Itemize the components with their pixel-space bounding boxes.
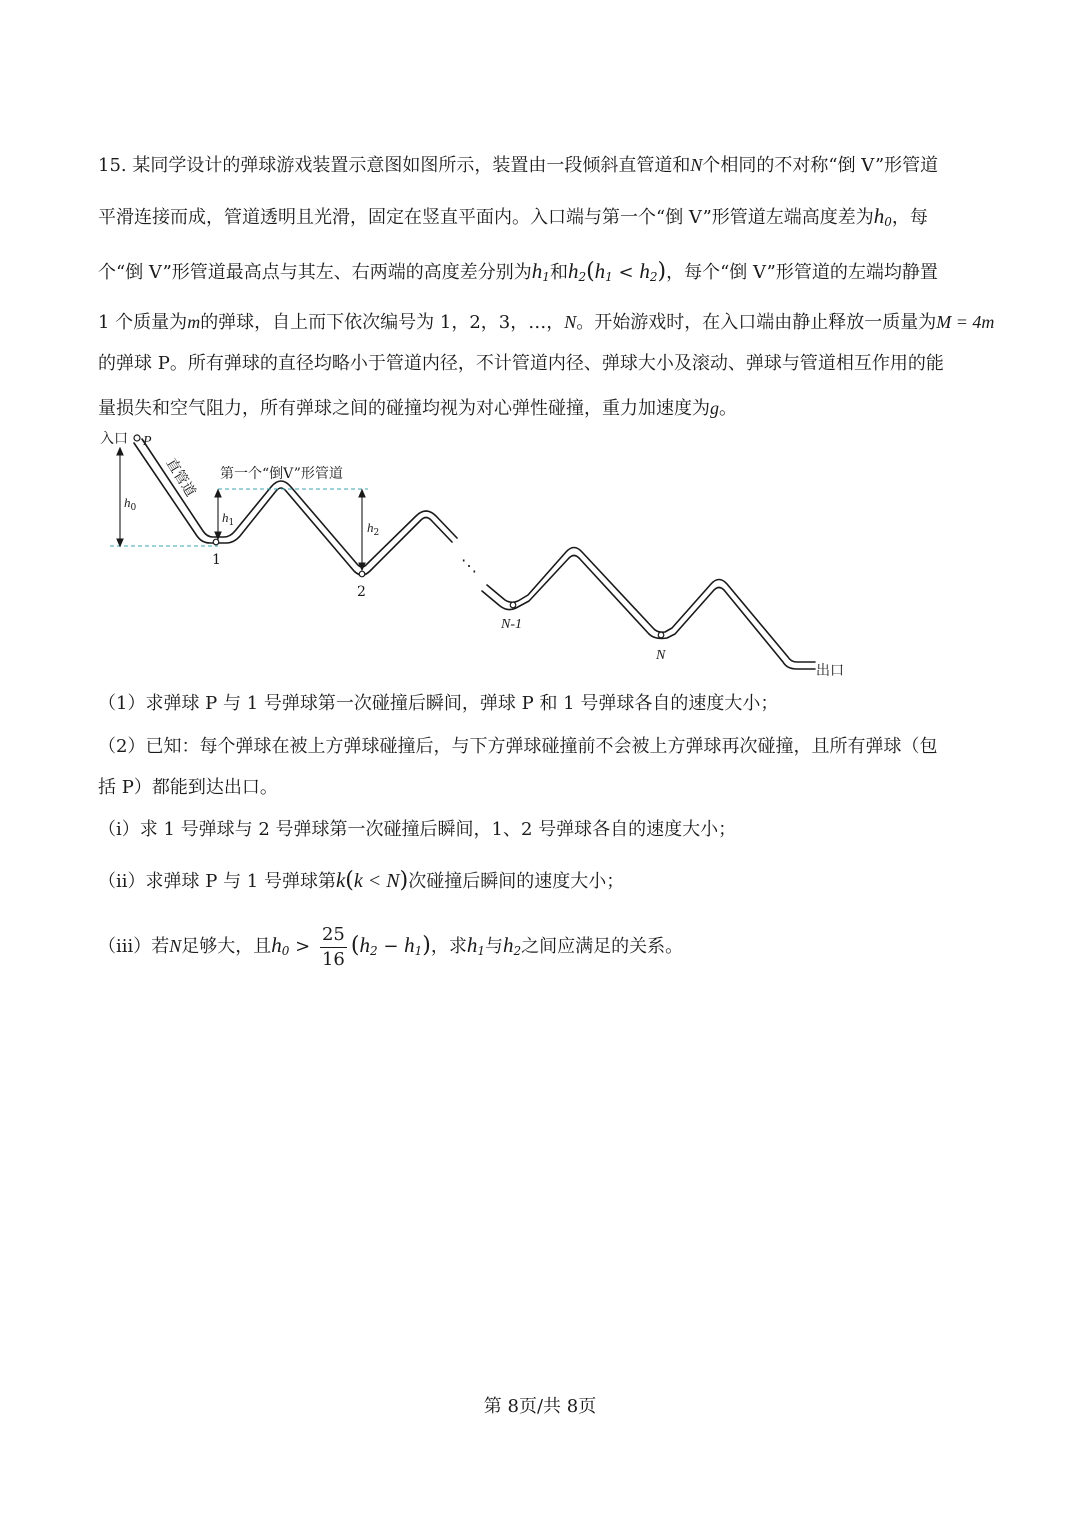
arrowhead xyxy=(117,539,123,546)
ball-2-label: 2 xyxy=(357,584,366,600)
subscript: 1 xyxy=(414,944,423,958)
fraction xyxy=(320,923,347,972)
text: 平滑连接而成，管道透明且光滑，固定在竖直平面内。入口端与第一个“倒 V”形管道左端高度差为 xyxy=(98,207,874,228)
text: 个相同的不对称“倒 V”形管道 xyxy=(702,155,939,176)
var-N: N xyxy=(690,155,703,175)
var-h1: h xyxy=(404,933,415,957)
var-m: m xyxy=(187,312,201,332)
first-v-pipe-label: 第一个“倒V”形管道 xyxy=(220,466,343,482)
question-2-i: （i）求 1 号弹球与 2 号弹球第一次碰撞后瞬间，1、2 号弹球各自的速度大小； xyxy=(98,819,737,840)
h0-label: $h_0$ xyxy=(124,495,137,513)
page-footer: 第 8页/共 8页 xyxy=(483,1396,597,1417)
var-h0: h xyxy=(873,204,885,228)
minus: − xyxy=(377,936,405,957)
greater-than: > xyxy=(289,936,316,957)
entrance-label: 入口 xyxy=(100,431,128,447)
problem-line-2 xyxy=(98,204,928,234)
paren-close: ) xyxy=(399,868,409,893)
subscript: 0 xyxy=(281,944,290,958)
h2-label: $h_2$ xyxy=(367,520,380,538)
subscript: 1 xyxy=(477,944,486,958)
var-h1: h xyxy=(594,259,606,283)
text: 和 xyxy=(549,262,568,283)
var-N: N xyxy=(564,312,577,332)
ball-1-label: 1 xyxy=(212,552,221,568)
question-2-ii xyxy=(98,868,624,894)
question-2-line-1: （2）已知：每个弹球在被上方弹球碰撞后，与下方弹球碰撞前不会被上方弹球再次碰撞，且所有弹球（包 xyxy=(98,736,938,757)
text: ，求 xyxy=(430,936,467,957)
var-h2: h xyxy=(359,933,370,957)
arrowhead xyxy=(359,490,365,497)
subscript: 1 xyxy=(542,270,550,284)
paren-close: ) xyxy=(422,933,431,958)
paren-open: ( xyxy=(350,933,360,958)
problem-line-6 xyxy=(98,396,737,421)
problem-line-4 xyxy=(98,310,994,335)
text: 次碰撞后瞬间的速度大小； xyxy=(408,871,625,892)
text: ，每 xyxy=(891,207,928,228)
pipe-diagram xyxy=(0,428,1080,678)
problem-line-1 xyxy=(98,153,938,178)
denominator: 16 xyxy=(321,948,345,970)
question-2-line-2: 括 P）都能到达出口。 xyxy=(98,777,278,798)
problem-line-5: 的弹球 P。所有弹球的直径均略小于管道内径，不计管道内径、弹球大小及滚动、弹球与管道相互作用的能 xyxy=(98,353,944,374)
exit-label: 出口 xyxy=(816,663,844,678)
subscript: 2 xyxy=(578,270,587,284)
ball-2 xyxy=(359,571,365,577)
var-h1: h xyxy=(466,933,478,957)
var-h1: h xyxy=(531,259,543,283)
ball-N-label: N xyxy=(656,648,666,663)
subscript: 2 xyxy=(513,944,522,958)
text: 个“倒 V”形管道最高点与其左、右两端的高度差分别为 xyxy=(98,262,532,283)
text: 的弹球，自上而下依次编号为 1，2，3，…， xyxy=(200,312,565,333)
less-than: < xyxy=(612,262,640,283)
h1-label: $h_1$ xyxy=(222,510,235,528)
problem-line-3 xyxy=(98,259,938,289)
text: 15. 某同学设计的弹球游戏装置示意图如图所示，装置由一段倾斜直管道和 xyxy=(98,155,691,176)
subscript: 1 xyxy=(605,270,613,284)
text: 。开始游戏时，在入口端由静止释放一质量为 xyxy=(576,312,937,333)
straight-pipe-label: 直管道 xyxy=(162,455,199,500)
var-h2: h xyxy=(567,259,579,283)
var-h2: h xyxy=(503,933,514,957)
ball-N-1 xyxy=(510,602,516,608)
ball-P xyxy=(134,435,140,441)
var-k: k xyxy=(335,868,346,892)
pipe-wall-inner xyxy=(142,439,457,567)
paren-close: ) xyxy=(657,259,667,284)
paren-open: ( xyxy=(345,868,354,893)
ellipsis-dots: ⋱ xyxy=(461,556,477,575)
pipe-wall-outer-lower xyxy=(482,556,815,670)
text: 量损失和空气阻力，所有弹球之间的碰撞均视为对心弹性碰撞，重力加速度为 xyxy=(98,398,710,419)
text: 之间应满足的关系。 xyxy=(521,936,684,957)
text: 与 xyxy=(485,936,504,957)
subscript: 2 xyxy=(649,270,658,284)
text: 。 xyxy=(719,398,737,419)
var-N: N xyxy=(169,936,182,956)
numerator: 25 xyxy=(320,923,347,948)
var-h2: h xyxy=(639,259,650,283)
text: ，每个“倒 V”形管道的左端均静置 xyxy=(666,262,938,283)
subscript: 2 xyxy=(369,944,378,958)
subscript: 0 xyxy=(884,215,892,229)
P-label: P xyxy=(143,434,152,449)
ball-1 xyxy=(213,539,219,545)
arrowhead xyxy=(215,490,221,497)
condition: k < N xyxy=(353,870,400,892)
text: （iii）若 xyxy=(98,936,170,957)
question-1: （1）求弹球 P 与 1 号弹球第一次碰撞后瞬间，弹球 P 和 1 号弹球各自的速度大小； xyxy=(98,693,779,714)
arrowhead xyxy=(215,532,221,539)
mass-equation: M = 4m xyxy=(936,312,995,332)
var-g: g xyxy=(710,398,719,418)
text: （ii）求弹球 P 与 1 号弹球第 xyxy=(98,871,336,892)
text: 1 个质量为 xyxy=(98,312,188,333)
var-h0: h xyxy=(271,933,282,957)
text: 足够大，且 xyxy=(181,936,272,957)
arrowhead xyxy=(117,448,123,455)
pipe-wall-inner-lower xyxy=(487,548,815,663)
ball-N xyxy=(658,632,664,638)
question-2-iii xyxy=(98,918,683,972)
ball-N-1-label: N-1 xyxy=(501,617,522,632)
paren-open: ( xyxy=(586,259,595,284)
